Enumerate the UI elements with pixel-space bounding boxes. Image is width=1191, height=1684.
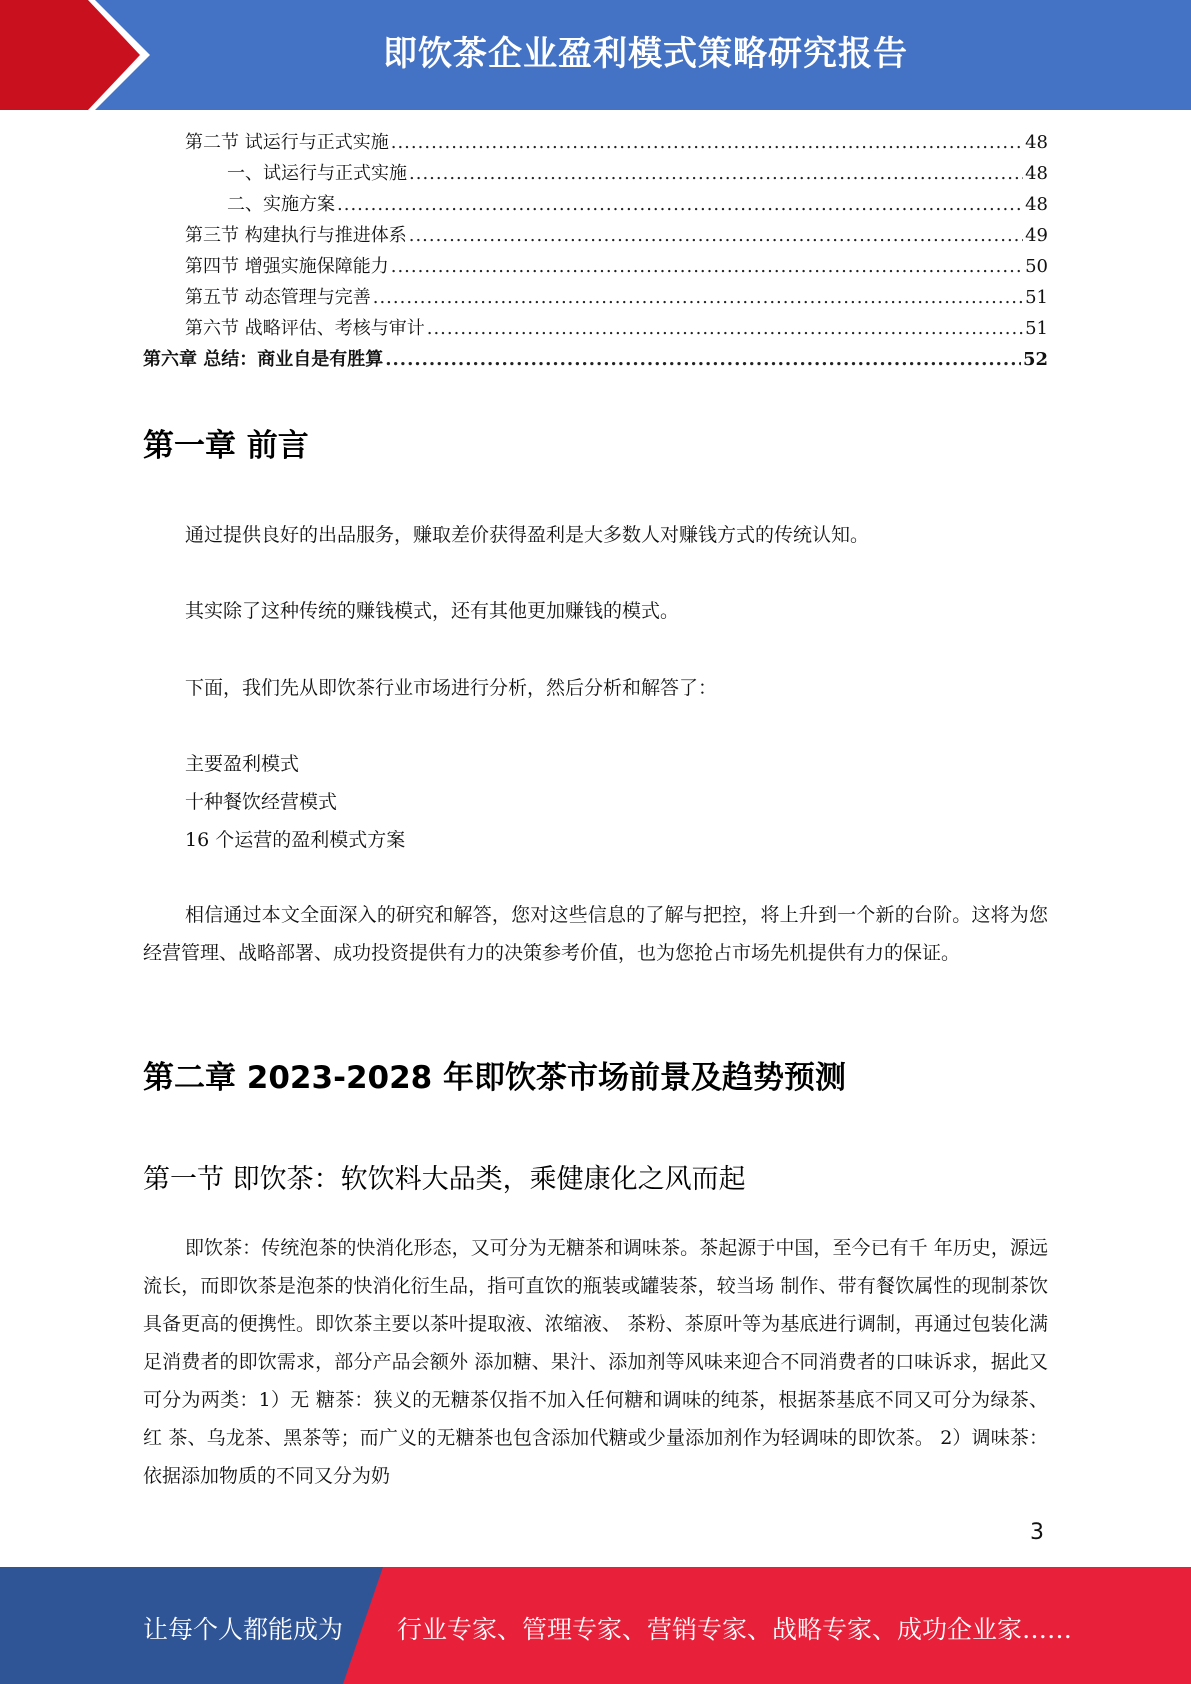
list-item: 十种餐饮经营模式: [185, 791, 338, 813]
table-of-contents: [143, 128, 1048, 376]
toc-entry-page: 49: [1025, 225, 1048, 246]
toc-entry-label: 第六章 总结：商业自是有胜算: [143, 349, 384, 370]
toc-entry-page: 48: [1025, 194, 1048, 215]
toc-entry[interactable]: [143, 283, 1048, 314]
toc-entry[interactable]: [143, 345, 1048, 376]
footer-slogan-right: 行业专家、管理专家、营销专家、战略专家、成功企业家……: [397, 1615, 1073, 1644]
toc-entry-page: 52: [1022, 349, 1048, 370]
toc-leader: [373, 287, 1023, 308]
toc-entry-page: 48: [1025, 132, 1048, 153]
toc-entry-label: 第四节 增强实施保障能力: [185, 256, 389, 277]
intro-paragraph-2: 其实除了这种传统的赚钱模式，还有其他更加赚钱的模式。: [185, 600, 680, 622]
toc-entry[interactable]: [143, 159, 1048, 190]
toc-leader: [385, 349, 1021, 370]
page-footer: [0, 1567, 1191, 1684]
toc-entry-page: 51: [1025, 287, 1048, 308]
section-1-body: 即饮茶：传统泡茶的快消化形态，又可分为无糖茶和调味茶。茶起源于中国，至今已有千 年历史，源远流长，而即饮茶是泡茶的快消化衍生品，指可直饮的瓶装或罐装茶，较当场 制作、带有餐饮属性的现制茶饮具备更高的便携性。即饮茶主要以茶叶提取液、浓缩液、 茶粉、茶原叶等为基底进行调制，再通过包装化满足消费者的即饮需求，部分产品会额外 添加糖、果汁、添加剂等风味来迎合不同消费者的口味诉求，据此又可分为两类：1）无 糖茶：狭义的无糖茶仅指不加入任何糖和调味的纯茶，根据茶基底不同又可分为绿茶、红 茶、乌龙茶、黑茶等；而广义的无糖茶也包含添加代糖或少量添加剂作为轻调味的即饮茶。 2）调味茶：依据添加物质的不同又分为奶: [143, 1237, 1048, 1487]
toc-leader: [409, 225, 1023, 246]
toc-entry[interactable]: [143, 128, 1048, 159]
toc-entry[interactable]: [143, 221, 1048, 252]
toc-entry-page: 50: [1025, 256, 1048, 277]
toc-leader: [409, 163, 1023, 184]
intro-paragraph-4: 相信通过本文全面深入的研究和解答，您对这些信息的了解与把控，将上升到一个新的台阶。这将为您经营管理、战略部署、成功投资提供有力的决策参考价值，也为您抢占市场先机提供有力的保证。: [143, 904, 1048, 964]
toc-entry-label: 第五节 动态管理与完善: [185, 287, 371, 308]
intro-paragraph-3: 下面，我们先从即饮茶行业市场进行分析，然后分析和解答了：: [185, 677, 718, 699]
toc-leader: [427, 318, 1023, 339]
report-title: 即饮茶企业盈利模式策略研究报告: [383, 34, 908, 74]
list-item: 主要盈利模式: [185, 753, 300, 775]
toc-entry-label: 第三节 构建执行与推进体系: [185, 225, 407, 246]
toc-entry[interactable]: [143, 190, 1048, 221]
list-item: 16 个运营的盈利模式方案: [185, 829, 406, 851]
section-1-heading: 第一节 即饮茶：软饮料大品类，乘健康化之风而起: [143, 1164, 746, 1195]
toc-entry-label: 第二节 试运行与正式实施: [185, 132, 389, 153]
toc-leader: [391, 132, 1023, 153]
toc-entry-page: 51: [1025, 318, 1048, 339]
toc-leader: [337, 194, 1023, 215]
toc-entry-label: 二、实施方案: [227, 194, 335, 215]
chapter-1-heading: 第一章 前言: [143, 428, 309, 464]
toc-entry[interactable]: [143, 252, 1048, 283]
page-number: 3: [1030, 1520, 1044, 1545]
footer-slogan-left: 让每个人都能成为: [143, 1615, 344, 1644]
toc-entry[interactable]: [143, 314, 1048, 345]
toc-entry-label: 一、试运行与正式实施: [227, 163, 407, 184]
toc-leader: [391, 256, 1023, 277]
page-header: [0, 0, 1191, 110]
intro-paragraph-1: 通过提供良好的出品服务，赚取差价获得盈利是大多数人对赚钱方式的传统认知。: [185, 524, 870, 546]
toc-entry-label: 第六节 战略评估、考核与审计: [185, 318, 425, 339]
chapter-2-heading: 第二章 2023-2028 年即饮茶市场前景及趋势预测: [143, 1060, 847, 1096]
toc-entry-page: 48: [1025, 163, 1048, 184]
